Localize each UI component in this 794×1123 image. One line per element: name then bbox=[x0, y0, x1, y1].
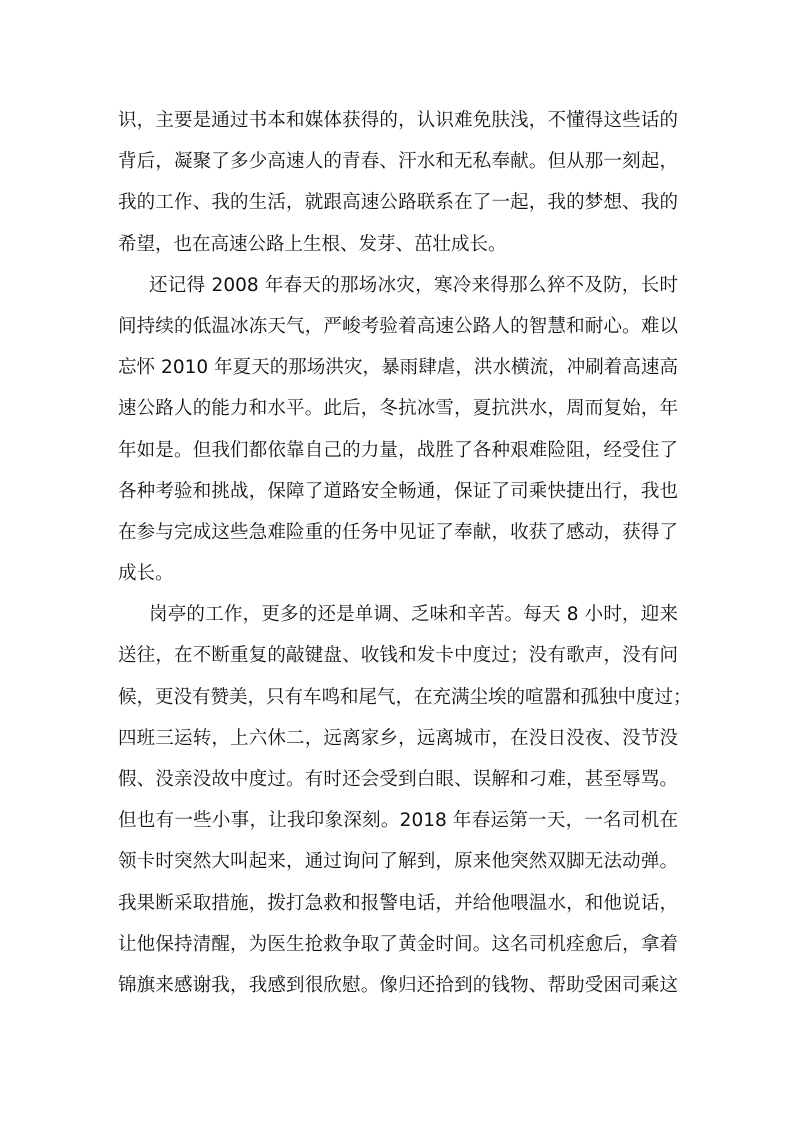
text-line: 成长。 bbox=[118, 563, 174, 585]
text-line: 速公路人的能力和水平。此后，冬抗冰雪，夏抗洪水，周而复始，年 bbox=[118, 398, 678, 420]
document-body bbox=[118, 100, 692, 1006]
text-line: 背后，凝聚了多少高速人的青春、汗水和无私奉献。但从那一刻起， bbox=[118, 151, 678, 173]
text-line: 在参与完成这些急难险重的任务中见证了奉献，收获了感动，获得了 bbox=[118, 521, 678, 543]
text-line: 识，主要是通过书本和媒体获得的，认识难免肤浅，不懂得这些话的 bbox=[118, 110, 678, 131]
paragraph bbox=[118, 265, 678, 595]
text-line: 四班三运转，上六休二，远离家乡，远离城市，在没日没夜、没节没 bbox=[118, 727, 678, 749]
text-line: 让他保持清醒，为医生抢救争取了黄金时间。这名司机痊愈后，拿着 bbox=[118, 933, 678, 955]
text-line: 各种考验和挑战，保障了道路安全畅通，保证了司乘快捷出行，我也 bbox=[118, 480, 678, 502]
text-line: 我的工作、我的生活，就跟高速公路联系在了一起，我的梦想、我的 bbox=[118, 192, 678, 214]
text-line: 岗亭的工作，更多的还是单调、乏味和辛苦。每天 8 小时，迎来 bbox=[149, 604, 678, 626]
text-line: 间持续的低温冰冻天气，严峻考验着高速公路人的智慧和耐心。难以 bbox=[118, 315, 678, 337]
text-line: 领卡时突然大叫起来，通过询问了解到，原来他突然双脚无法动弹。 bbox=[118, 851, 678, 873]
text-line: 忘怀 2010 年夏天的那场洪灾，暴雨肆虐，洪水横流，冲刷着高速高 bbox=[118, 357, 678, 379]
text-line: 候，更没有赞美，只有车鸣和尾气，在充满尘埃的喧嚣和孤独中度过； bbox=[118, 686, 692, 708]
text-line: 年如是。但我们都依靠自己的力量，战胜了各种艰难险阻，经受住了 bbox=[118, 439, 678, 461]
text-line: 假、没亲没故中度过。有时还会受到白眼、误解和刁难，甚至辱骂。 bbox=[118, 769, 678, 790]
text-line: 送往，在不断重复的敲键盘、收钱和发卡中度过；没有歌声，没有问 bbox=[118, 645, 678, 667]
paragraph bbox=[118, 594, 692, 1006]
text-line: 希望，也在高速公路上生根、发芽、茁壮成长。 bbox=[118, 233, 507, 255]
text-line: 还记得 2008 年春天的那场冰灾，寒冷来得那么猝不及防，长时 bbox=[149, 274, 678, 296]
paragraph bbox=[118, 100, 678, 265]
text-line: 锦旗来感谢我，我感到很欣慰。像归还拾到的钱物、帮助受困司乘这 bbox=[118, 974, 678, 996]
text-line: 我果断采取措施，拨打急救和报警电话，并给他喂温水，和他说话， bbox=[118, 892, 678, 914]
text-line: 但也有一些小事，让我印象深刻。2018 年春运第一天，一名司机在 bbox=[118, 810, 678, 832]
